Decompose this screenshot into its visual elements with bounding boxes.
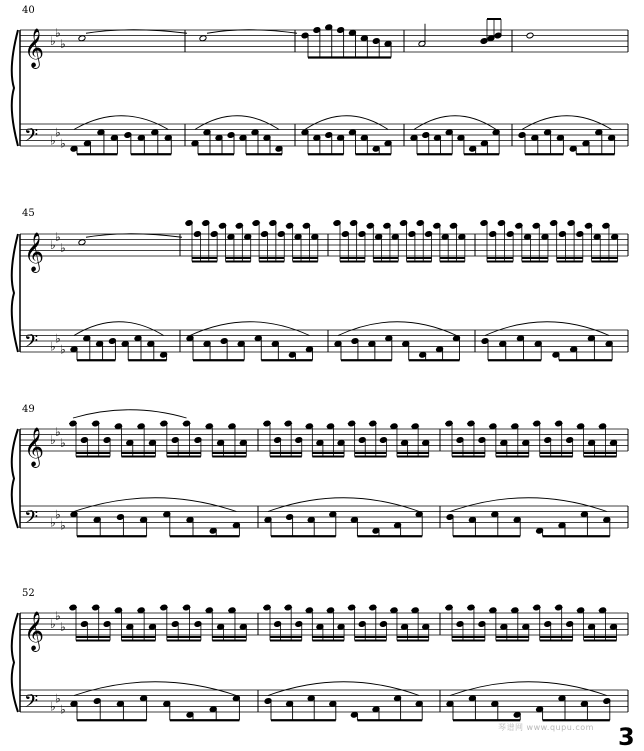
brace: [12, 30, 18, 146]
slur: [414, 116, 496, 130]
measure-number-49: 49: [22, 404, 35, 415]
flat-sign: ♭: [55, 691, 61, 706]
slur: [450, 498, 607, 512]
flat-sign: ♭: [55, 608, 61, 623]
measure-number-40: 40: [22, 5, 35, 16]
flat-sign: ♭: [60, 702, 66, 717]
slur: [268, 498, 419, 512]
system-3: [12, 410, 628, 537]
page-number: 3: [618, 723, 635, 751]
system-2: [12, 220, 628, 361]
flat-sign: ♭: [60, 619, 66, 634]
flat-sign: ♭: [50, 339, 56, 354]
slur: [305, 116, 388, 130]
flat-sign: ♭: [55, 331, 61, 346]
slur: [450, 682, 607, 696]
measure-number-45: 45: [22, 208, 35, 219]
flat-sign: ♭: [55, 507, 61, 522]
brace: [12, 613, 18, 712]
bass-clef: 𝄢: [24, 331, 39, 357]
treble-clef: 𝄞: [24, 427, 45, 467]
flat-sign: ♭: [60, 240, 66, 255]
measure-number-52: 52: [22, 588, 35, 599]
treble-clef: 𝄞: [24, 611, 45, 651]
bass-clef: 𝄢: [24, 507, 39, 533]
note-head: [526, 32, 534, 39]
treble-clef: 𝄞: [24, 28, 45, 68]
flat-sign: ♭: [50, 433, 56, 447]
flat-sign: ♭: [55, 25, 61, 40]
watermark: 琴谱网 www.qupu.com: [498, 723, 594, 732]
system-1: [12, 19, 628, 154]
flat-sign: ♭: [60, 435, 66, 450]
slur: [522, 116, 612, 130]
slur: [485, 322, 609, 336]
slur: [74, 498, 236, 512]
bass-clef: 𝄢: [24, 125, 39, 151]
flat-sign: ♭: [50, 515, 56, 530]
slur: [74, 322, 164, 336]
flat-sign: ♭: [60, 342, 66, 357]
system-4: [12, 604, 628, 720]
slur: [74, 682, 236, 696]
slur: [74, 116, 168, 130]
flat-sign: ♭: [50, 699, 56, 714]
flat-sign: ♭: [60, 136, 66, 151]
flat-sign: ♭: [50, 133, 56, 148]
slur: [338, 322, 457, 336]
slur: [190, 322, 309, 336]
slur: [268, 682, 419, 696]
brace: [12, 429, 18, 528]
slur: [195, 116, 279, 130]
flat-sign: ♭: [55, 229, 61, 244]
brace: [12, 234, 18, 352]
flat-sign: ♭: [50, 617, 56, 631]
slur: [73, 410, 187, 418]
bass-clef: 𝄢: [24, 691, 39, 717]
flat-sign: ♭: [60, 36, 66, 51]
flat-sign: ♭: [60, 518, 66, 533]
flat-sign: ♭: [55, 424, 61, 439]
flat-sign: ♭: [50, 238, 56, 252]
flat-sign: ♭: [50, 34, 56, 48]
flat-sign: ♭: [55, 125, 61, 140]
treble-clef: 𝄞: [24, 232, 45, 272]
